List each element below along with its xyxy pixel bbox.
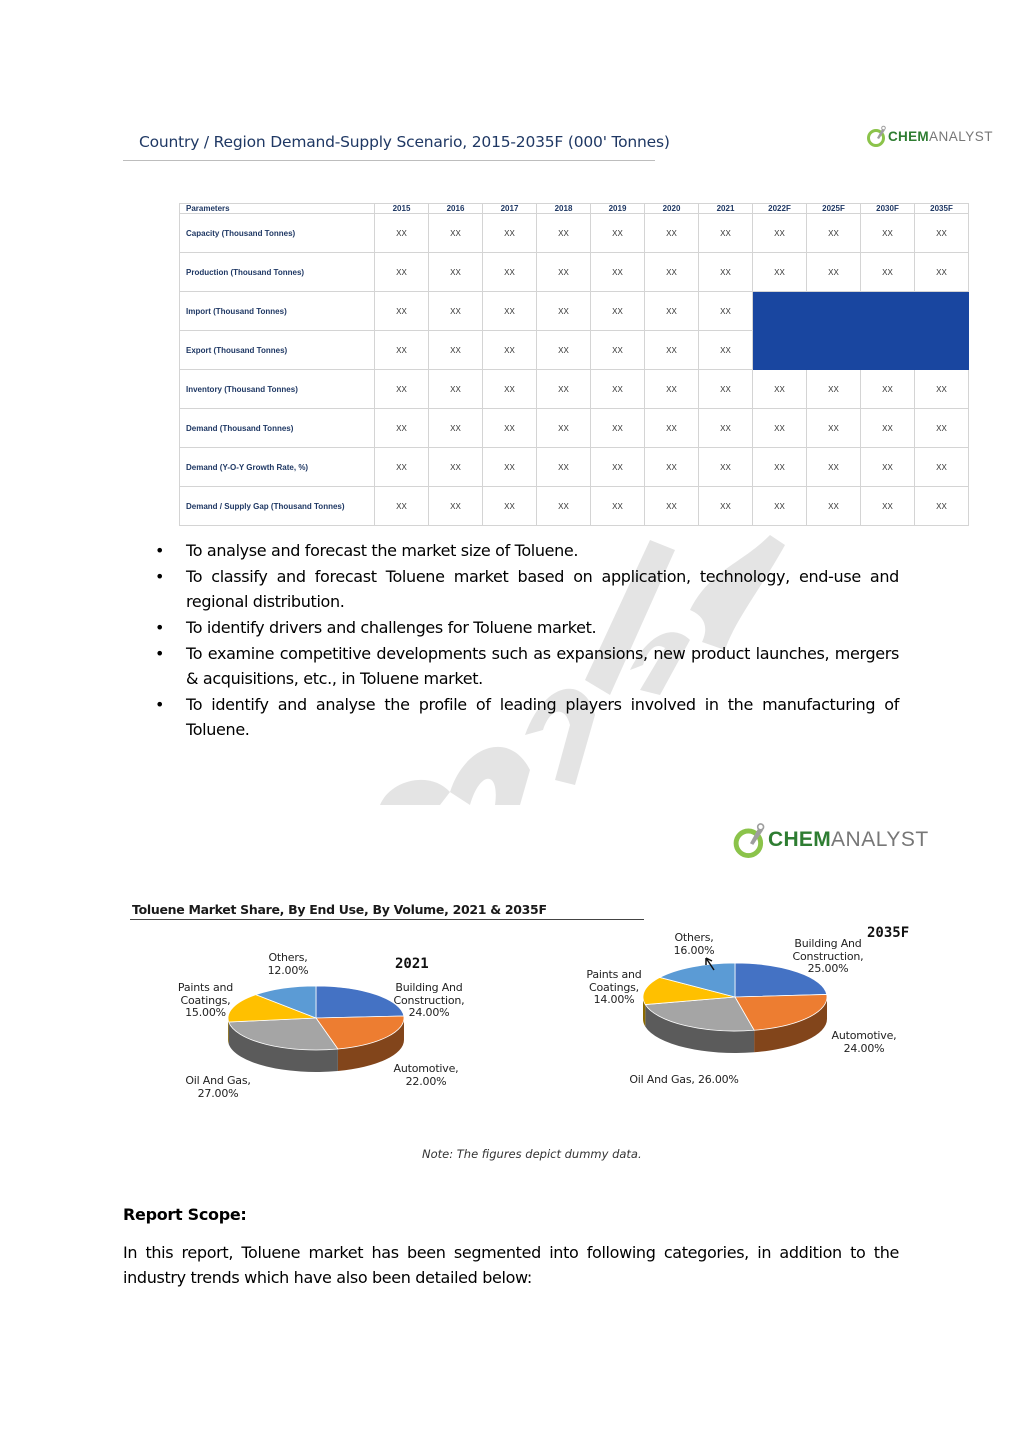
table-cell: XX (699, 331, 753, 370)
table-cell: XX (753, 409, 807, 448)
table-cell: XX (375, 370, 429, 409)
table-cell: XX (483, 370, 537, 409)
table-cell: XX (807, 409, 861, 448)
logo-chem-text: CHEM (888, 128, 929, 144)
table-cell: XX (699, 292, 753, 331)
table-cell: XX (537, 370, 591, 409)
table-cell: XX (429, 448, 483, 487)
table-cell: XX (807, 487, 861, 526)
table-cell: XX (591, 214, 645, 253)
table-cell: XX (861, 370, 915, 409)
table-header-cell: 2016 (429, 204, 483, 214)
table-cell: XX (753, 214, 807, 253)
slice-label-building-construction: Building And Construction, 25.00% (792, 937, 864, 975)
table-header-cell: 2025F (807, 204, 861, 214)
table-header-cell: 2015 (375, 204, 429, 214)
logo-analyst-text: ANALYST (831, 828, 929, 851)
table-row-label: Demand (Y-O-Y Growth Rate, %) (180, 448, 375, 487)
table-cell: XX (375, 292, 429, 331)
table-cell: XX (537, 448, 591, 487)
table-cell: XX (483, 409, 537, 448)
table-header-cell: 2021 (699, 204, 753, 214)
table-cell: XX (537, 214, 591, 253)
table-cell: XX (645, 370, 699, 409)
table-cell: XX (699, 253, 753, 292)
table-cell: XX (537, 409, 591, 448)
table-cell: XX (645, 409, 699, 448)
table-cell: XX (915, 409, 969, 448)
report-scope-paragraph: In this report, Toluene market has been segmented into following categories, in addition to the industry trends which have also been detailed below: (123, 1243, 899, 1287)
list-item: • To classify and forecast Toluene market based on application, technology, end-use and regional distribution. (155, 564, 899, 614)
table-cell: XX (807, 214, 861, 253)
slice-label-building-construction: Building And Construction, 24.00% (393, 981, 465, 1019)
table-cell: XX (429, 487, 483, 526)
table-cell: XX (861, 448, 915, 487)
table-cell: XX (591, 331, 645, 370)
table-cell: XX (861, 253, 915, 292)
table-cell: XX (591, 487, 645, 526)
table-row-label: Demand / Supply Gap (Thousand Tonnes) (180, 487, 375, 526)
table-cell: XX (591, 448, 645, 487)
table-cell: XX (483, 214, 537, 253)
table-row-label: Capacity (Thousand Tonnes) (180, 214, 375, 253)
slice-label-paints-coatings: Paints and Coatings, 15.00% (177, 981, 234, 1019)
table-cell: XX (429, 292, 483, 331)
table-cell: XX (861, 214, 915, 253)
chart-title: Toluene Market Share, By End Use, By Volume, 2021 & 2035F (132, 902, 547, 917)
table-cell: XX (645, 448, 699, 487)
table-cell: XX (375, 487, 429, 526)
table-cell: XX (915, 253, 969, 292)
table-row-label: Import (Thousand Tonnes) (180, 292, 375, 331)
slice-label-automotive: Automotive, 24.00% (831, 1029, 897, 1055)
table-cell: XX (699, 214, 753, 253)
slice-label-paints-coatings: Paints and Coatings, 14.00% (586, 968, 642, 1006)
pie-year-label: 2021 (395, 956, 429, 972)
table-cell: XX (483, 331, 537, 370)
list-item: • To examine competitive developments such as expansions, new product launches, mergers & acquisitions, etc., in Toluene market. (155, 641, 899, 691)
logo-analyst-text: ANALYST (928, 128, 993, 144)
report-scope-heading: Report Scope: (123, 1205, 247, 1224)
table-cell: XX (915, 214, 969, 253)
slice-label-automotive: Automotive, 22.00% (393, 1062, 459, 1088)
table-cell: XX (807, 370, 861, 409)
table-cell: XX (645, 331, 699, 370)
table-cell: XX (429, 409, 483, 448)
table-header-cell: Parameters (180, 204, 375, 214)
table-row-label: Demand (Thousand Tonnes) (180, 409, 375, 448)
table-header-cell: 2035F (915, 204, 969, 214)
table-cell: XX (375, 409, 429, 448)
table-cell: XX (537, 292, 591, 331)
table-cell: XX (591, 409, 645, 448)
table-cell: XX (429, 214, 483, 253)
table-cell: XX (591, 253, 645, 292)
table-cell: XX (807, 448, 861, 487)
table-cell: XX (483, 253, 537, 292)
table-row-label: Export (Thousand Tonnes) (180, 331, 375, 370)
table-header-cell: 2030F (861, 204, 915, 214)
table-cell: XX (699, 370, 753, 409)
table-cell: XX (429, 253, 483, 292)
table-row-label: Inventory (Thousand Tonnes) (180, 370, 375, 409)
table-cell: XX (915, 487, 969, 526)
table-cell: XX (375, 448, 429, 487)
table-cell: XX (429, 331, 483, 370)
table-header-cell: 2017 (483, 204, 537, 214)
table-cell: XX (645, 487, 699, 526)
table-cell: XX (645, 214, 699, 253)
table-cell: XX (915, 370, 969, 409)
table-cell: XX (537, 253, 591, 292)
list-item: • To identify drivers and challenges for Toluene market. (155, 615, 899, 640)
table-header-cell: 2019 (591, 204, 645, 214)
slice-label-others: Others, 12.00% (267, 951, 309, 977)
section-title: Country / Region Demand-Supply Scenario, 2015-2035F (000' Tonnes) (139, 133, 670, 151)
table-cell: XX (375, 331, 429, 370)
table-cell: XX (483, 292, 537, 331)
table-cell: XX (375, 253, 429, 292)
table-cell: XX (753, 370, 807, 409)
list-item: • To identify and analyse the profile of leading players involved in the manufacturing of Toluene. (155, 692, 899, 742)
table-cell: XX (645, 292, 699, 331)
table-cell: XX (915, 448, 969, 487)
table-cell: XX (861, 409, 915, 448)
table-cell: XX (699, 409, 753, 448)
pie-year-label: 2035F (867, 925, 910, 941)
logo-chem-text: CHEM (768, 828, 832, 851)
table-cell: XX (645, 253, 699, 292)
table-header-cell: 2022F (753, 204, 807, 214)
slice-label-oil-gas: Oil And Gas, 27.00% (185, 1074, 251, 1100)
slice-label-others: Others, 16.00% (673, 931, 715, 957)
table-cell: XX (483, 487, 537, 526)
table-cell: XX (537, 487, 591, 526)
table-cell: XX (753, 487, 807, 526)
table-cell: XX (699, 448, 753, 487)
table-cell: XX (591, 292, 645, 331)
table-cell: XX (699, 487, 753, 526)
list-item: • To analyse and forecast the market size of Toluene. (155, 538, 899, 563)
slice-label-oil-gas: Oil And Gas, 26.00% (629, 1073, 739, 1086)
table-cell: XX (483, 448, 537, 487)
table-header-cell: 2018 (537, 204, 591, 214)
chart-note: Note: The figures depict dummy data. (422, 1147, 642, 1161)
table-cell: XX (537, 331, 591, 370)
table-cell: XX (591, 370, 645, 409)
table-row-label: Production (Thousand Tonnes) (180, 253, 375, 292)
table-cell: XX (753, 253, 807, 292)
table-cell: XX (861, 487, 915, 526)
table-cell: XX (375, 214, 429, 253)
table-cell: XX (429, 370, 483, 409)
table-cell: XX (807, 253, 861, 292)
table-cell: XX (753, 448, 807, 487)
table-header-cell: 2020 (645, 204, 699, 214)
